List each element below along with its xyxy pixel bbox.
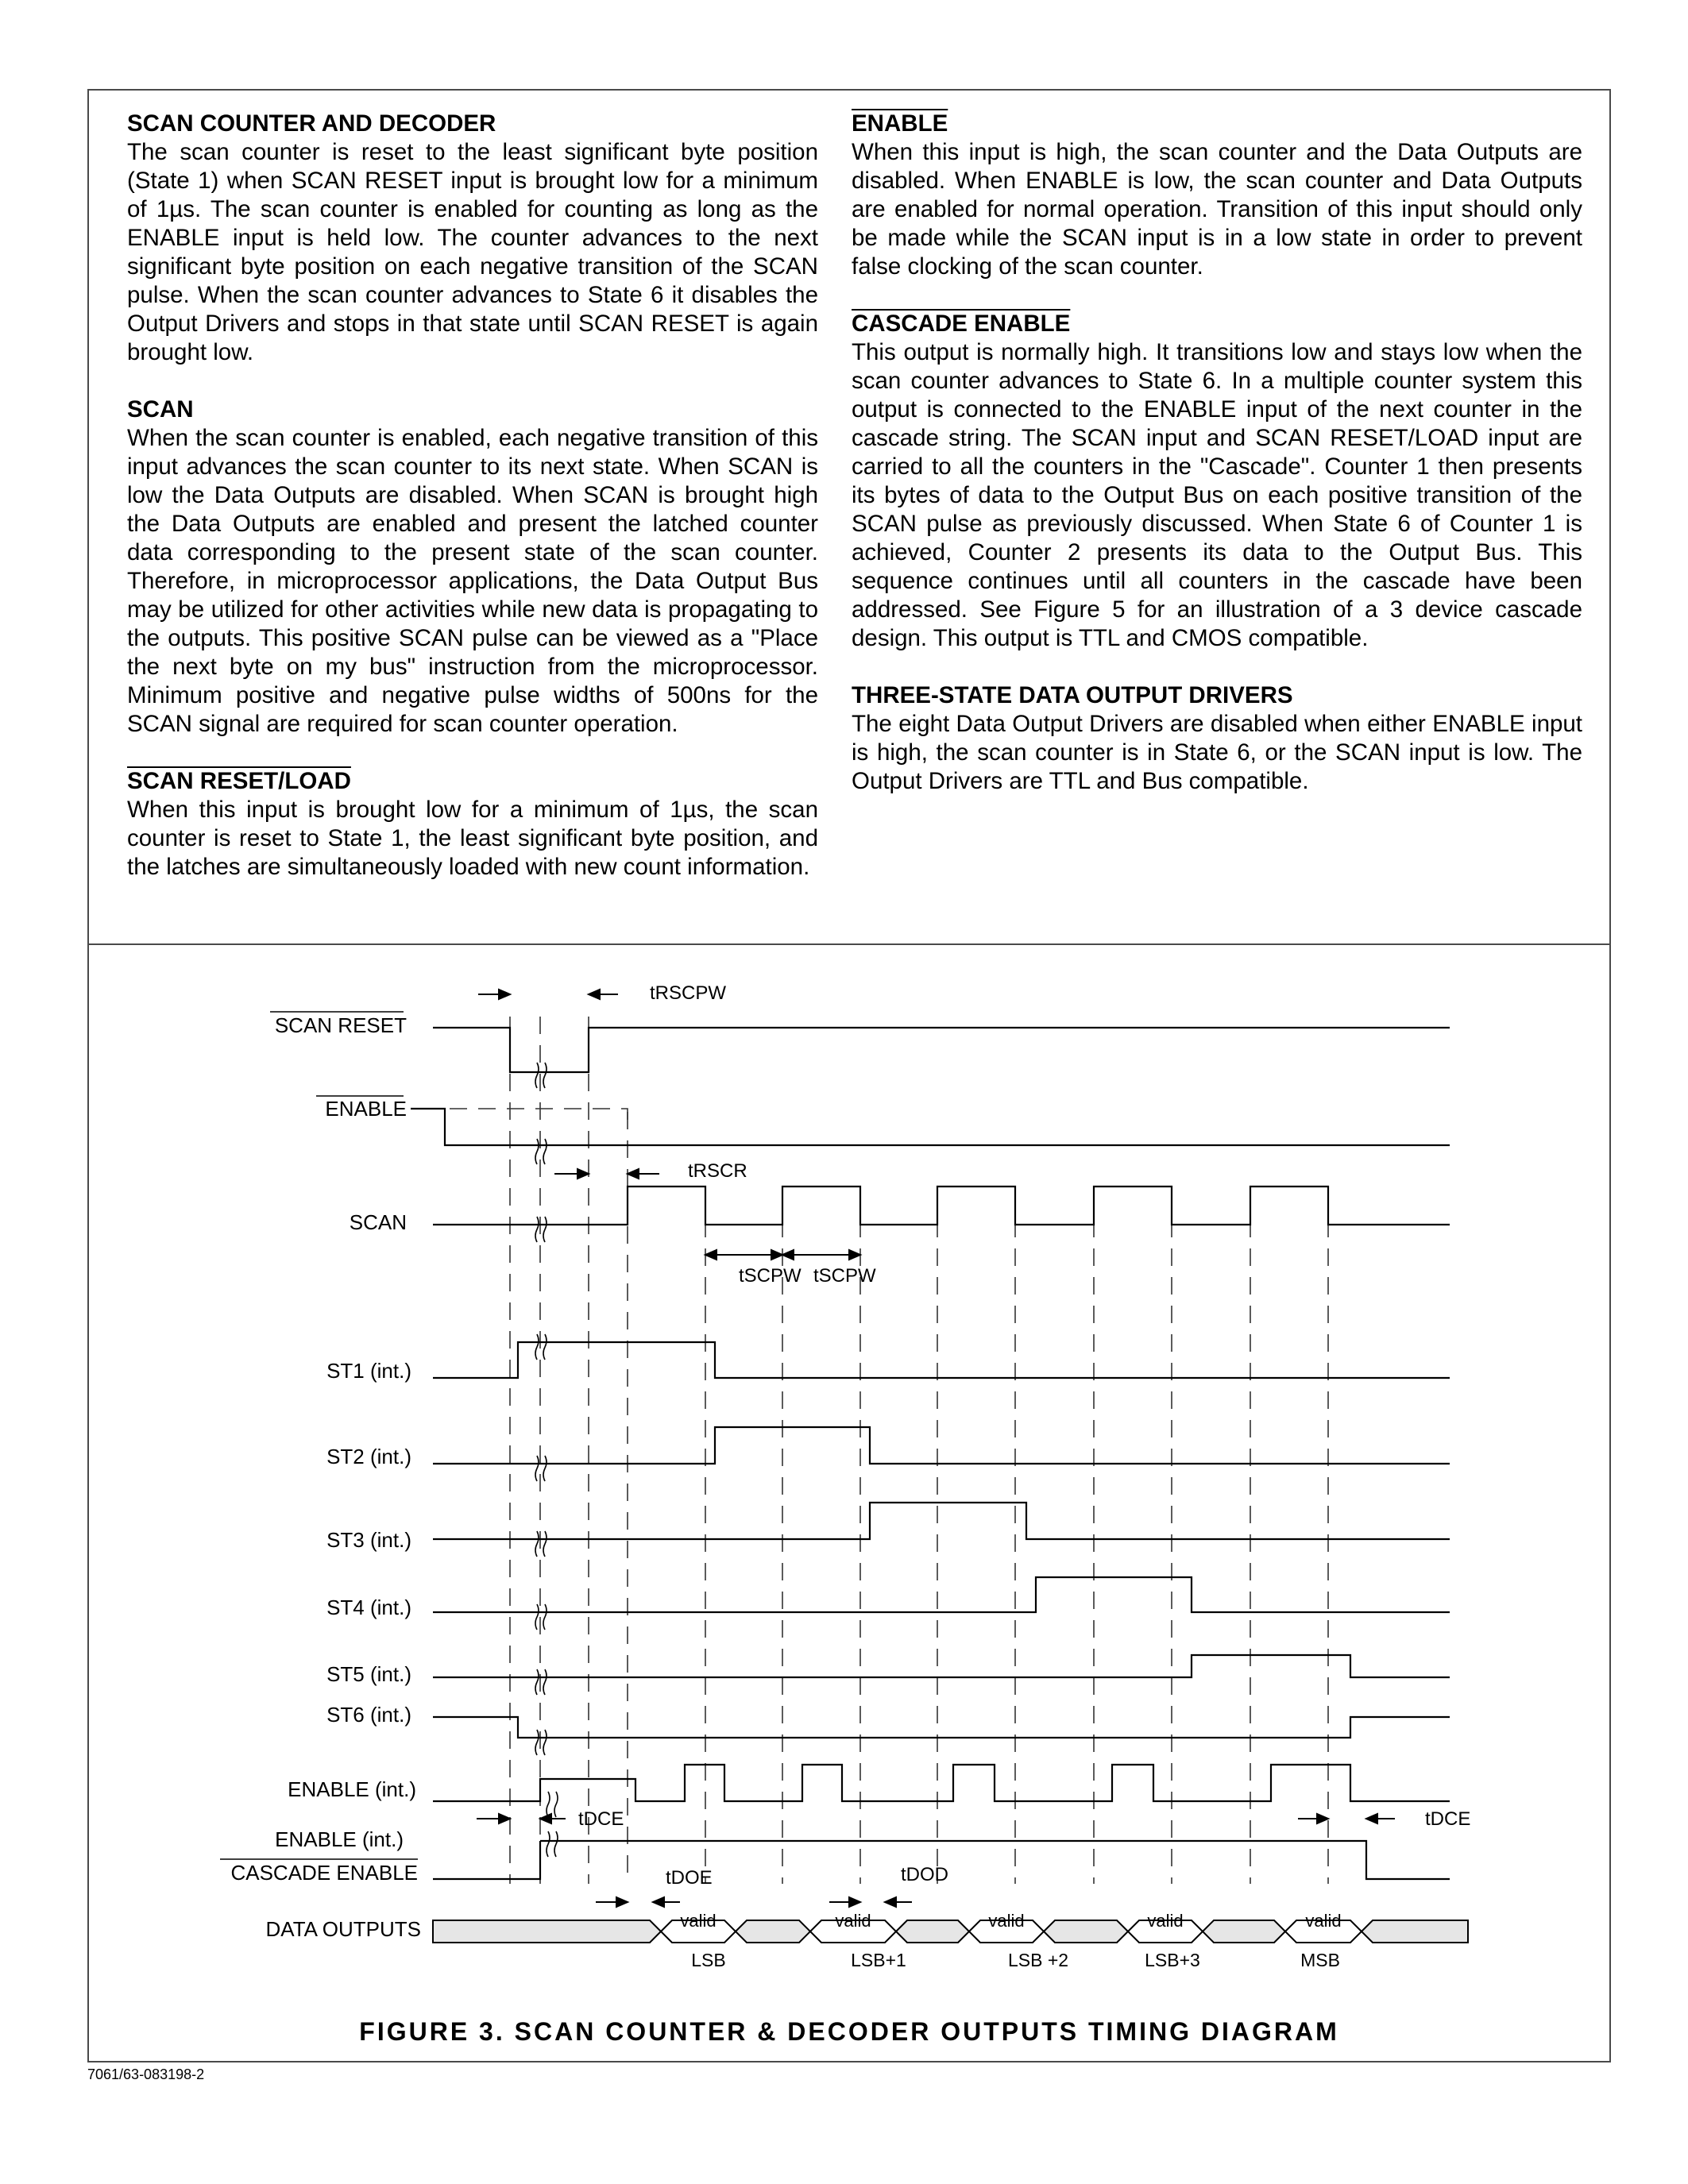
timing-label-tscpw: tSCPW bbox=[739, 1265, 802, 1287]
wave-enable bbox=[411, 1109, 1450, 1145]
valid-label: valid bbox=[1305, 1911, 1342, 1931]
timing-label-tdce: tDCE bbox=[578, 1808, 624, 1830]
signal-label-st3: ST3 (int.) bbox=[326, 1528, 411, 1552]
section-body: The scan counter is reset to the least significant byte position (State 1) when SCAN RESET input is brought low for a minimum of 1µs. The scan counter is enabled for counting as long as the ENABLE input is held low. The counter advances to the next significant byte position on each negative transition of the SCAN pulse. When the scan counter advances to State 6 it disables the Output Drivers and stops in that state until SCAN RESET is again brought low. bbox=[127, 139, 818, 365]
wave-st5 bbox=[433, 1655, 1450, 1677]
signal-label-st6: ST6 (int.) bbox=[326, 1703, 411, 1727]
section-body: When this input is high, the scan counter and the Data Outputs are disabled. When ENABLE is low, the scan counter and Data Outputs are enabled for normal operation. Transition of this input should only be made while the SCAN input is in a low state in order to prevent false clocking of the scan counter. bbox=[852, 139, 1582, 280]
figure-title: FIGURE 3. SCAN COUNTER & DECODER OUTPUTS TIMING DIAGRAM bbox=[359, 2017, 1339, 2046]
wave-cascade-enable bbox=[433, 1841, 540, 1879]
wave-st6 bbox=[433, 1717, 1450, 1738]
byte-label: LSB +2 bbox=[1007, 1950, 1069, 1970]
timing-label-trscpw: tRSCPW bbox=[650, 982, 726, 1004]
document-id: 7061/63-083198-2 bbox=[87, 2066, 205, 2082]
section-title: SCAN bbox=[127, 396, 194, 423]
wave-st2 bbox=[433, 1427, 1450, 1464]
valid-label: valid bbox=[988, 1911, 1025, 1931]
timing-label-trscr: tRSCR bbox=[688, 1160, 747, 1182]
timing-label-tdoe: tDOE bbox=[666, 1867, 713, 1889]
section-body: When the scan counter is enabled, each negative transition of this input advances the scan counter to its next state. When SCAN is low the Data Outputs are disabled. When SCAN is brought high the Data Outputs are enabled and present the latched counter data corresponding to the present state of the scan counter. Therefore, in microprocessor applications, the Data Output Bus may be utilized for other activities while new data is propagating to the outputs. This positive SCAN pulse can be viewed as a "Place the next byte on my bus" instruction from the microprocessor. Minimum positive and negative pulse widths of 500ns for the SCAN signal are required for scan counter operation. bbox=[127, 425, 818, 737]
valid-label: valid bbox=[1147, 1911, 1184, 1931]
timing-label-tscpw: tSCPW bbox=[813, 1265, 876, 1287]
byte-label: LSB+3 bbox=[1145, 1950, 1200, 1970]
wave-scan bbox=[433, 1187, 1450, 1225]
byte-label: MSB bbox=[1300, 1950, 1340, 1970]
wave-st3 bbox=[433, 1503, 1450, 1539]
section-title: SCAN RESET/LOAD bbox=[127, 768, 351, 794]
section-body: This output is normally high. It transitions low and stays low when the scan counter advances to State 6. In a multiple counter system this output is connected to the ENABLE input of the next counter in the cascade string. The SCAN input and SCAN RESET/LOAD input are carried to all the counters in the "Cascade". Counter 1 then presents its bytes of data to the Output Bus on each positive transition of the SCAN pulse as previously discussed. When State 6 of Counter 1 is achieved, Counter 2 presents its data to the Output Bus. This sequence continues until all counters in the cascade have been addressed. See Figure 5 for an illustration of a 3 device cascade design. This output is TTL and CMOS compatible. bbox=[852, 339, 1582, 651]
signal-label-scan: SCAN bbox=[349, 1210, 407, 1234]
timing-label-tdod: tDOD bbox=[901, 1864, 948, 1885]
signal-label-enable-int-2: ENABLE (int.) bbox=[275, 1827, 404, 1851]
signal-label-scan-reset: SCAN RESET bbox=[274, 1013, 407, 1037]
wave-enable-int bbox=[433, 1765, 1450, 1801]
wave-scan-reset bbox=[433, 1028, 1450, 1072]
signal-label-cascade-enable: CASCADE ENABLE bbox=[230, 1861, 418, 1885]
signal-label-data-outputs: DATA OUTPUTS bbox=[265, 1917, 421, 1941]
signal-label-st1: ST1 (int.) bbox=[326, 1359, 411, 1383]
signal-label-st5: ST5 (int.) bbox=[326, 1662, 411, 1686]
valid-label: valid bbox=[835, 1911, 871, 1931]
section-title: SCAN COUNTER AND DECODER bbox=[127, 110, 496, 137]
signal-label-enable: ENABLE bbox=[325, 1097, 407, 1121]
wave-st4 bbox=[433, 1577, 1450, 1612]
section-title: ENABLE bbox=[852, 110, 948, 137]
valid-label: valid bbox=[680, 1911, 717, 1931]
signal-label-st4: ST4 (int.) bbox=[326, 1596, 411, 1619]
byte-label: LSB+1 bbox=[851, 1950, 906, 1970]
section-body: The eight Data Output Drivers are disabled when either ENABLE input is high, the scan counter is in State 6, or the SCAN input is low. The Output Drivers are TTL and Bus compatible. bbox=[852, 711, 1582, 794]
byte-label: LSB bbox=[691, 1950, 726, 1970]
section-body: When this input is brought low for a minimum of 1µs, the scan counter is reset to State 1, the least significant byte position, and the latches are simultaneously loaded with new count information. bbox=[127, 797, 818, 880]
wave-st1 bbox=[433, 1342, 1450, 1378]
section-title: CASCADE ENABLE bbox=[852, 311, 1071, 337]
section-title: THREE-STATE DATA OUTPUT DRIVERS bbox=[852, 682, 1293, 708]
signal-label-enable-int: ENABLE (int.) bbox=[288, 1777, 416, 1801]
timing-label-tdce: tDCE bbox=[1425, 1808, 1471, 1830]
signal-label-st2: ST2 (int.) bbox=[326, 1445, 411, 1468]
